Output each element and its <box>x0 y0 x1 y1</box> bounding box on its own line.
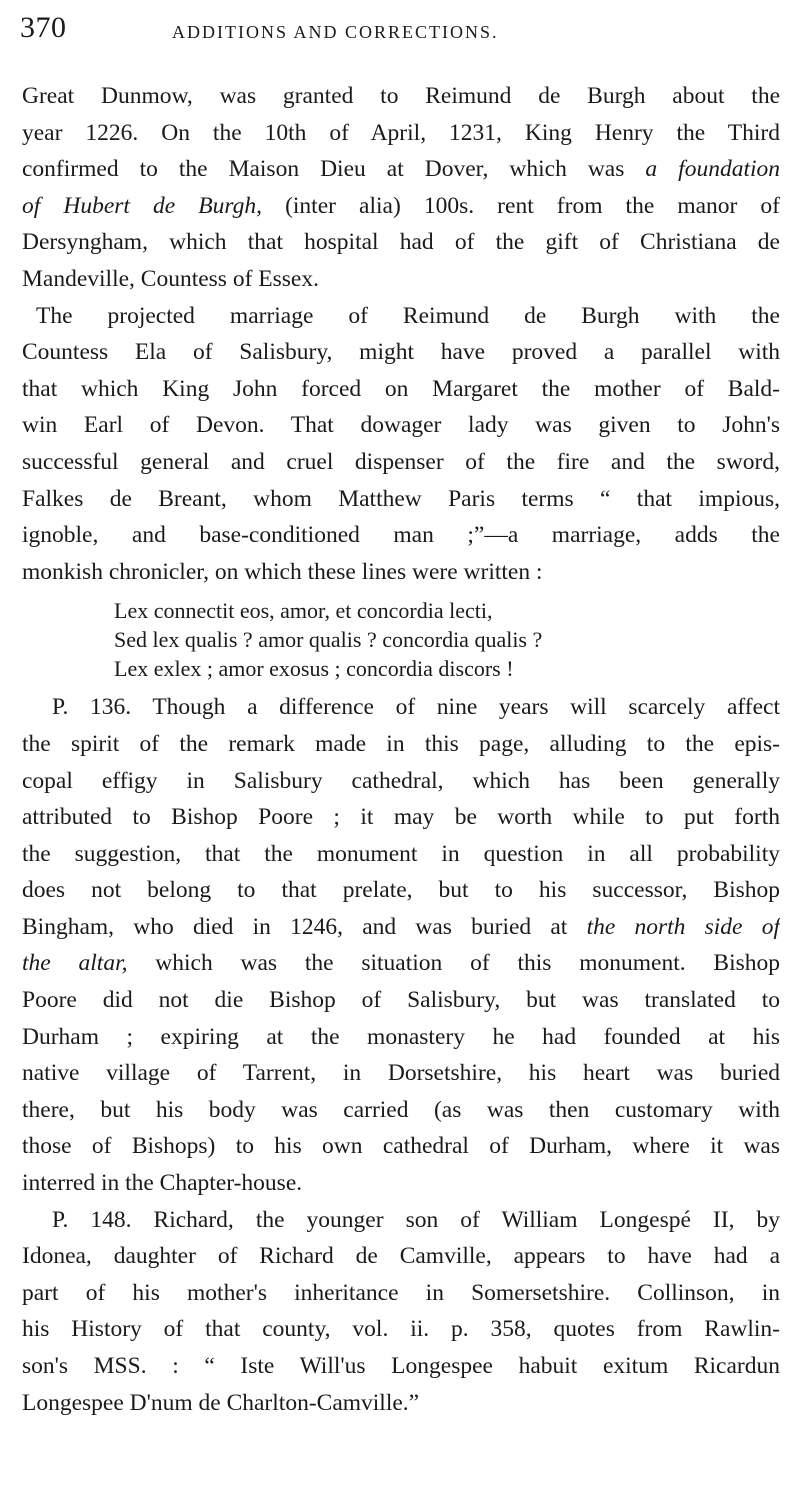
text-line: monkish chronicler, on which these lines were written : <box>22 558 543 585</box>
text-line: does not belong to that prelate, but to his successor, Bishop <box>22 877 780 904</box>
text-line: Great Dunmow, was granted to Reimund de Burgh about the <box>22 83 780 109</box>
text-line: son's MSS. : “ Iste Will'us Longespee habuit exitum Ricardun <box>22 1353 780 1379</box>
paragraph-1 <box>22 78 780 298</box>
text-line <box>22 151 780 188</box>
text-line <box>22 909 780 946</box>
latin-verse <box>114 596 780 683</box>
text-line: attributed to Bishop Poore ; it may be worth while to put forth <box>22 804 780 831</box>
verse-line: Sed lex qualis ? amor qualis ? concordia qualis ? <box>114 627 543 653</box>
text-line: there, but his body was carried (as was then customary with <box>22 1096 780 1123</box>
italic-phrase: of Hubert de Burgh, <box>22 192 262 219</box>
paragraph-2 <box>22 298 780 591</box>
verse-line: Lex connectit eos, amor, et concordia lecti, <box>114 598 493 624</box>
text-line: the spirit of the remark made in this page, alluding to the epis- <box>22 730 780 757</box>
text-line <box>22 188 780 225</box>
text-line: his History of that county, vol. ii. p. 358, quotes from Rawlin- <box>22 1316 780 1343</box>
text-line: P. 136. Though a difference of nine years will scarcely affect <box>52 694 780 721</box>
text-segment: (inter alia) 100s. rent from the manor of <box>285 192 780 219</box>
text-line: Countess Ela of Salisbury, might have proved a parallel with <box>22 339 780 366</box>
text-line: interred in the Chapter-house. <box>22 1170 303 1197</box>
text-segment: Bingham, who died in 1246, and was buried at <box>22 913 568 940</box>
text-line: successful general and cruel dispenser of the fire and the sword, <box>22 448 780 475</box>
text-line: those of Bishops) to his own cathedral of Durham, where it was <box>22 1133 780 1160</box>
text-line: win Earl of Devon. That dowager lady was given to John's <box>22 412 780 439</box>
text-line: part of his mother's inheritance in Somersetshire. Collinson, in <box>22 1279 780 1306</box>
italic-phrase: a foundation <box>645 156 780 183</box>
text-line: Mandeville, Countess of Essex. <box>22 265 319 292</box>
page-number: 370 <box>20 11 67 44</box>
text-line: Idonea, daughter of Richard de Camville, appears to have had a <box>22 1243 780 1270</box>
text-line: Falkes de Breant, whom Matthew Paris terms “ that impious, <box>22 485 780 512</box>
text-segment: which was the situation of this monument. Bishop <box>155 950 780 977</box>
text-line: Longespee D'num de Charlton-Camville.” <box>22 1389 420 1416</box>
italic-phrase: the altar, <box>22 950 128 977</box>
text-line: native village of Tarrent, in Dorsetshire, his heart was buried <box>22 1060 780 1087</box>
text-line: Poore did not die Bishop of Salisbury, but was translated to <box>22 987 780 1014</box>
text-line: P. 148. Richard, the younger son of William Longespé II, by <box>52 1206 780 1233</box>
paragraph-3 <box>22 689 780 1201</box>
running-head: ADDITIONS AND CORRECTIONS. <box>172 22 499 42</box>
text-line: ignoble, and base-conditioned man ;”—a marriage, adds the <box>22 522 780 549</box>
page-header <box>20 8 780 52</box>
paragraph-4 <box>22 1202 780 1422</box>
text-segment: confirmed to the Maison Dieu at Dover, which was <box>22 156 625 183</box>
text-line <box>22 945 780 982</box>
text-line: that which King John forced on Margaret the mother of Bald- <box>22 375 780 402</box>
text-line: Durham ; expiring at the monastery he had founded at his <box>22 1023 780 1050</box>
text-line: the suggestion, that the monument in question in all probability <box>22 840 780 867</box>
body-text <box>22 78 780 1421</box>
text-line: copal effigy in Salisbury cathedral, which has been generally <box>22 767 780 794</box>
italic-phrase: the north side of <box>586 913 780 940</box>
verse-line: Lex exlex ; amor exosus ; concordia discors ! <box>114 656 514 682</box>
text-line: The projected marriage of Reimund de Burgh with the <box>36 302 780 329</box>
text-line: Dersyngham, which that hospital had of the gift of Christiana de <box>22 229 780 256</box>
text-line: year 1226. On the 10th of April, 1231, King Henry the Third <box>22 119 780 146</box>
